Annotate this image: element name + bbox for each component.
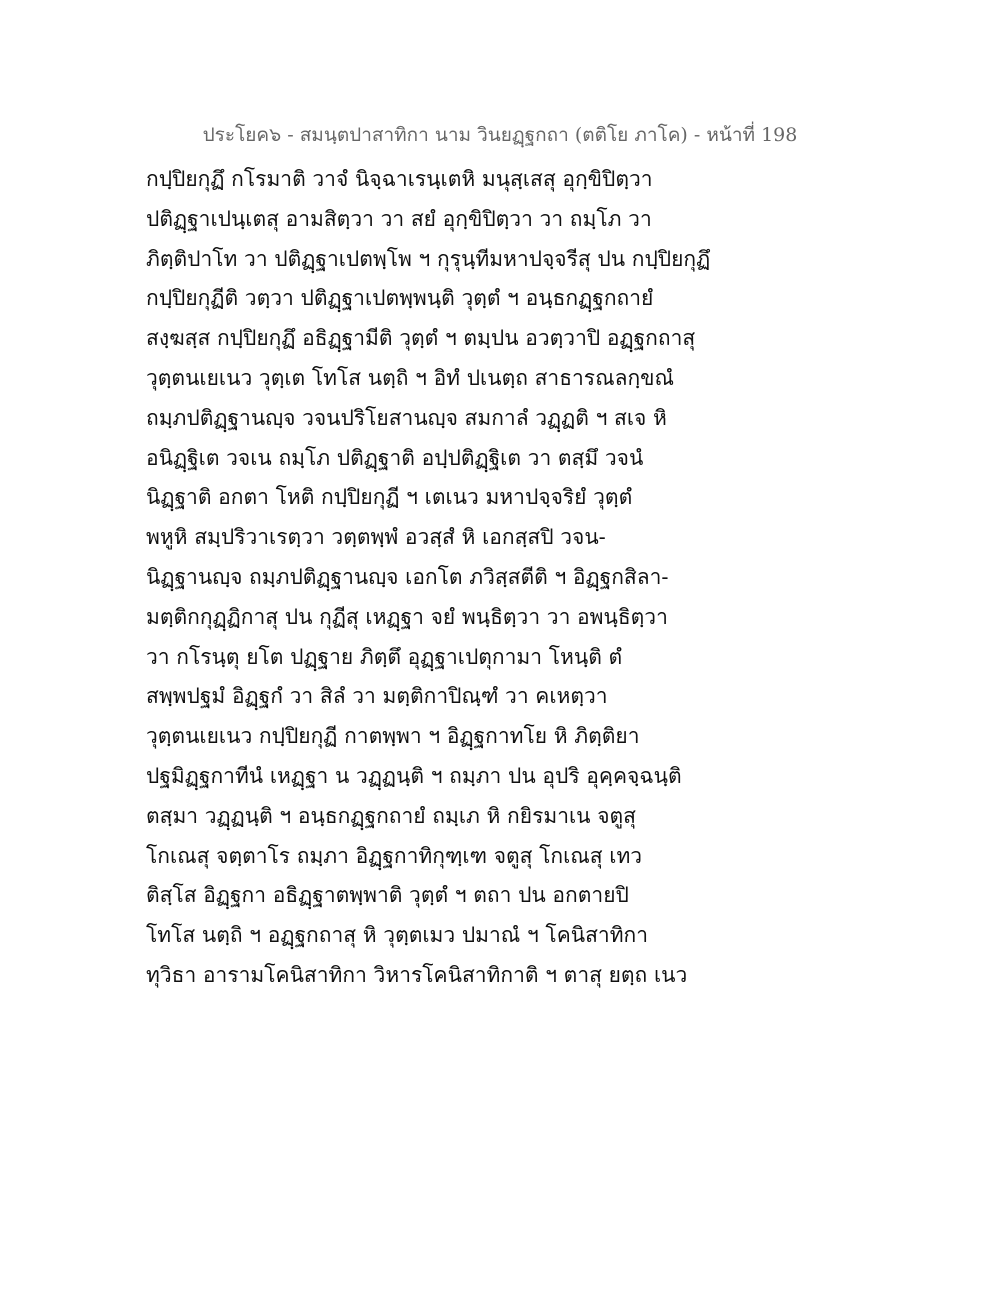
body-text	[146, 160, 866, 996]
text-line: ทุวิธา อารามโคนิสาทิกา วิหารโคนิสาทิกาติ ฯ ตาสุ ยตฺถ เนว	[146, 962, 688, 987]
text-line: วุตฺตนเยเนว วุตฺเต โทโส นตฺถิ ฯ อิทํ ปเนตฺถ สาธารณลกฺขณํ	[146, 365, 674, 390]
text-line: นิฏฺฐานญฺจ ถมฺภปติฏฺฐานญฺจ เอกโต ภวิสฺสตีติ ฯ อิฏฺฐกสิลา-	[146, 564, 669, 589]
text-line: ถมฺภปติฏฺฐานญฺจ วจนปริโยสานญฺจ สมกาลํ วฏฺฏติ ฯ สเจ หิ	[146, 405, 667, 430]
text-line: วุตฺตนเยเนว กปฺปิยกุฏี กาตพฺพา ฯ อิฏฺฐกาทโย หิ ภิตฺติยา	[146, 724, 640, 749]
text-line: พหูหิ สมฺปริวาเรตฺวา วตฺตพฺพํ อวสฺสํ หิ เอกสฺสปิ วจน-	[146, 525, 606, 550]
text-line: ปฐมิฏฺฐกาทีนํ เหฏฺฐา น วฏฺฏนฺติ ฯ ถมฺภา ปน อุปริ อุคฺคจฺฉนฺติ	[146, 763, 682, 788]
text-line: สงฺฆสฺส กปฺปิยกุฏึ อธิฏฺฐามีติ วุตฺตํ ฯ ตมฺปน อวตฺวาปิ อฏฺฐกถาสุ	[146, 326, 696, 351]
text-line: สพฺพปฐมํ อิฏฺฐกํ วา สิลํ วา มตฺติกาปิณฺฑํ วา คเหตฺวา	[146, 684, 608, 709]
text-line: กปฺปิยกุฏึ กโรมาติ วาจํ นิจฺฉาเรนฺเตหิ มนุสฺเสสุ อุกฺขิปิตฺวา	[146, 167, 653, 191]
text-line: กปฺปิยกุฏีติ วตฺวา ปติฏฺฐาเปตพฺพนฺติ วุตฺตํ ฯ อนฺธกฏฺฐกถายํ	[146, 286, 654, 311]
page-header: ประโยค๖ - สมนฺตปาสาทิกา นาม วินยฏฺฐกถา (ตติโย ภาโค) - หน้าที่ 198	[202, 124, 798, 146]
text-line: ติสฺโส อิฏฺฐกา อธิฏฺฐาตพฺพาติ วุตฺตํ ฯ ตถา ปน อกตายปิ	[146, 883, 629, 908]
text-line: โทโส นตฺถิ ฯ อฏฺฐกถาสุ หิ วุตฺตเมว ปมาณํ ฯ โคนิสาทิกา	[146, 923, 649, 948]
text-line: ภิตฺติปาโท วา ปติฏฺฐาเปตพฺโพ ฯ กุรุนฺทีมหาปจฺจรีสุ ปน กปฺปิยกุฏึ	[146, 246, 711, 271]
text-line: มตฺติกกุฏฺฏิกาสุ ปน กุฏีสุ เหฏฺฐา จยํ พนฺธิตฺวา วา อพนฺธิตฺวา	[146, 604, 668, 629]
text-line: นิฏฺฐาติ อกตา โหติ กปฺปิยกุฏี ฯ เตเนว มหาปจฺจริยํ วุตฺตํ	[146, 485, 633, 510]
text-line: วา กโรนฺตุ ยโต ปฏฺฐาย ภิตฺตึ อุฏฺฐาเปตุกามา โหนฺติ ตํ	[146, 644, 623, 669]
text-line: ปติฏฺฐาเปนฺเตสุ อามสิตฺวา วา สยํ อุกฺขิปิตฺวา วา ถมฺโภ วา	[146, 206, 652, 231]
text-line: อนิฏฺฐิเต วจเน ถมฺโภ ปติฏฺฐาติ อปฺปติฏฺฐิเต วา ตสฺมึ วจนํ	[146, 445, 644, 470]
text-line: โกเณสุ จตฺตาโร ถมฺภา อิฏฺฐกาทิกุฑฺเฑ จตูสุ โกเณสุ เทว	[146, 843, 643, 868]
text-line: ตสฺมา วฏฺฏนฺติ ฯ อนฺธกฏฺฐกถายํ ถมฺเภ หิ กยิรมาเน จตูสุ	[146, 803, 636, 828]
